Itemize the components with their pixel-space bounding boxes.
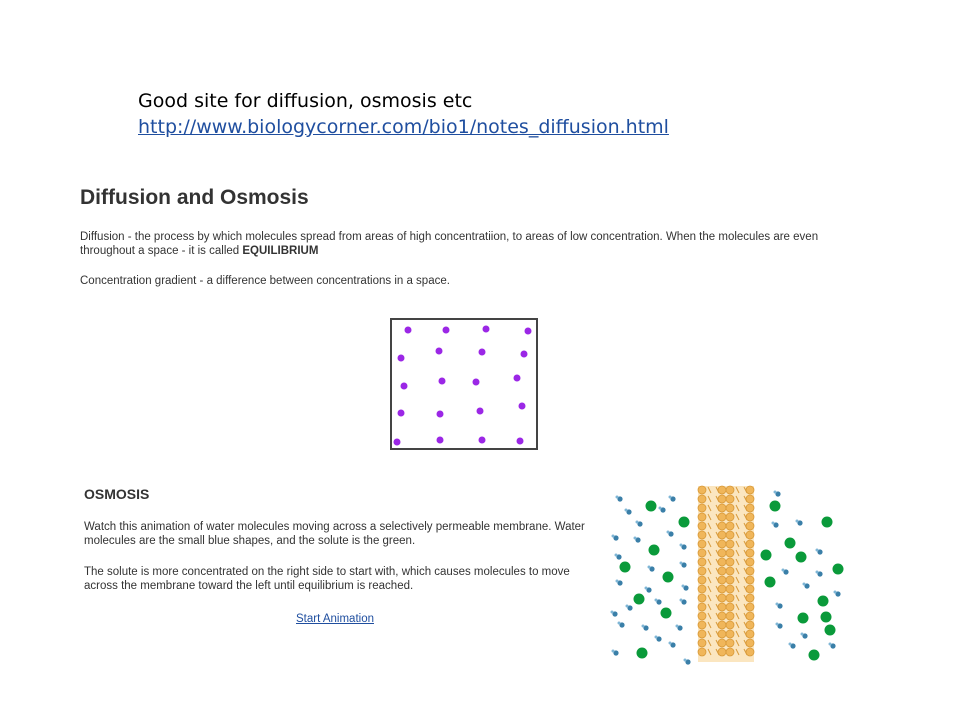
content-title: Diffusion and Osmosis [80, 186, 309, 209]
water-molecule [834, 591, 841, 597]
water-molecule [789, 643, 796, 649]
water-molecule [669, 496, 676, 502]
water-molecule [655, 636, 662, 642]
water-molecule [816, 571, 823, 577]
water-molecule [684, 659, 691, 665]
water-molecule [611, 611, 618, 617]
water-molecule [829, 643, 836, 649]
diffusion-paragraph [80, 230, 860, 258]
water-molecule [772, 522, 779, 528]
water-molecule [626, 605, 633, 611]
water-molecule [680, 599, 687, 605]
membrane [698, 486, 754, 662]
water-molecule [676, 625, 683, 631]
water-molecule [616, 580, 623, 586]
diffusion-text: Diffusion - the process by which molecules spread from areas of high concentratiion, to areas of low concentration. When the molecules are even throughout a space - it is called [80, 231, 819, 257]
water-molecule [816, 549, 823, 555]
water-molecule [616, 496, 623, 502]
water-molecule [776, 623, 783, 629]
biologycorner-link[interactable]: http://www.biologycorner.com/bio1/notes_diffusion.html [138, 116, 669, 138]
water-molecule [680, 562, 687, 568]
slide-caption: Good site for diffusion, osmosis etc [138, 90, 473, 112]
osmosis-heading: OSMOSIS [84, 486, 150, 502]
water-molecule [667, 531, 674, 537]
equilibrium-word: EQUILIBRIUM [242, 245, 319, 257]
water-molecule [669, 642, 676, 648]
water-molecule [618, 622, 625, 628]
osmosis-paragraph-2: The solute is more concentrated on the right side to start with, which causes molecules to move across the membrane toward the left until equilibrium is reached. [84, 566, 570, 592]
osmosis-diagram [600, 482, 850, 672]
gradient-paragraph: Concentration gradient - a difference between concentrations in a space. [80, 275, 450, 287]
water-molecule [796, 520, 803, 526]
water-molecule [634, 537, 641, 543]
water-molecule [612, 650, 619, 656]
water-molecule [612, 535, 619, 541]
water-molecule [682, 585, 689, 591]
molecule-dots [392, 320, 536, 448]
water-molecule [625, 509, 632, 515]
water-molecule [774, 491, 781, 497]
water-molecule [645, 587, 652, 593]
water-molecule [636, 521, 643, 527]
osmosis-paragraph-1: Watch this animation of water molecules moving across a selectively permeable membrane. Water molecules are the small blue shapes, and the solute is the green. [84, 521, 585, 547]
equilibrium-box [390, 318, 538, 450]
water-molecule [782, 569, 789, 575]
water-molecule [615, 554, 622, 560]
water-molecule [642, 625, 649, 631]
water-molecule [680, 544, 687, 550]
water-molecule [801, 633, 808, 639]
water-molecule [655, 599, 662, 605]
water-molecule [803, 583, 810, 589]
water-molecule [648, 566, 655, 572]
water-molecule [659, 507, 666, 513]
start-animation-link[interactable]: Start Animation [296, 613, 374, 625]
water-molecule [776, 603, 783, 609]
